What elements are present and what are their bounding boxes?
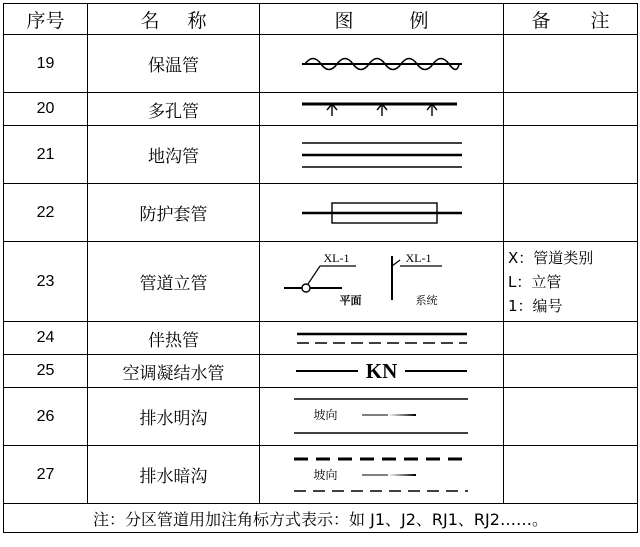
header-name xyxy=(88,4,260,35)
row-remark xyxy=(504,35,638,93)
riser-system-tag: XL-1 xyxy=(405,250,432,265)
condensate-pipe-symbol xyxy=(260,355,504,388)
table-row xyxy=(4,355,638,388)
row-name: 排水暗沟 xyxy=(88,446,260,504)
table-row xyxy=(4,242,638,322)
row-name: 保温管 xyxy=(88,35,260,93)
row-remark xyxy=(504,93,638,126)
table-header-row xyxy=(4,4,638,35)
row-remark xyxy=(504,446,638,504)
row-name: 排水明沟 xyxy=(88,388,260,446)
footnote-row xyxy=(4,504,638,533)
row-name: 伴热管 xyxy=(88,322,260,355)
table-row xyxy=(4,184,638,242)
row-name: 地沟管 xyxy=(88,126,260,184)
header-number: 序号 xyxy=(4,4,88,35)
header-name-char-2: 称 xyxy=(187,9,207,32)
slope-label: 坡向 xyxy=(313,407,338,422)
row-name: 管道立管 xyxy=(88,242,260,322)
row-number: 24 xyxy=(4,322,88,355)
row-remark xyxy=(504,322,638,355)
footnote: 注：分区管道用加注角标方式表示：如 J1、J2、RJ1、RJ2……。 xyxy=(4,504,638,533)
row-remark xyxy=(504,184,638,242)
table-row xyxy=(4,388,638,446)
condensate-code: KN xyxy=(365,359,398,383)
insulated-pipe-symbol xyxy=(260,35,504,93)
row-number: 21 xyxy=(4,126,88,184)
riser-remarks xyxy=(504,242,638,322)
remark-line: 1：编号 xyxy=(508,296,563,315)
protective-sleeve-symbol xyxy=(260,184,504,242)
perforated-pipe-symbol xyxy=(260,93,504,126)
remark-line: X：管道类别 xyxy=(508,248,594,267)
row-number: 23 xyxy=(4,242,88,322)
open-drain-symbol xyxy=(260,388,504,446)
row-number: 25 xyxy=(4,355,88,388)
slope-label: 坡向 xyxy=(313,467,338,482)
table-row xyxy=(4,322,638,355)
header-symbol-char-2: 例 xyxy=(409,9,429,32)
table-row xyxy=(4,446,638,504)
riser-symbol xyxy=(260,242,504,322)
row-remark xyxy=(504,388,638,446)
row-number: 19 xyxy=(4,35,88,93)
riser-drawing xyxy=(282,248,482,316)
row-number: 22 xyxy=(4,184,88,242)
riser-plan-tag: XL-1 xyxy=(323,250,350,265)
header-remark-char-1: 备 xyxy=(531,9,551,32)
remark-line: L：立管 xyxy=(508,272,562,291)
row-name: 防护套管 xyxy=(88,184,260,242)
riser-plan-label: 平面 xyxy=(339,293,362,307)
header-symbol-char-1: 图 xyxy=(334,9,354,32)
row-number: 27 xyxy=(4,446,88,504)
header-symbol xyxy=(260,4,504,35)
header-name-char-1: 名 xyxy=(140,9,160,32)
row-remark xyxy=(504,355,638,388)
table-row xyxy=(4,126,638,184)
header-remark xyxy=(504,4,638,35)
heat-tracing-pipe-symbol xyxy=(260,322,504,355)
riser-system-label: 系统 xyxy=(415,293,438,307)
row-number: 26 xyxy=(4,388,88,446)
header-remark-char-2: 注 xyxy=(590,9,610,32)
row-remark xyxy=(504,126,638,184)
trench-pipe-symbol xyxy=(260,126,504,184)
row-name: 空调凝结水管 xyxy=(88,355,260,388)
pipe-legend-table xyxy=(3,3,638,533)
table-row xyxy=(4,35,638,93)
covered-drain-symbol xyxy=(260,446,504,504)
row-number: 20 xyxy=(4,93,88,126)
row-name: 多孔管 xyxy=(88,93,260,126)
table-row xyxy=(4,93,638,126)
